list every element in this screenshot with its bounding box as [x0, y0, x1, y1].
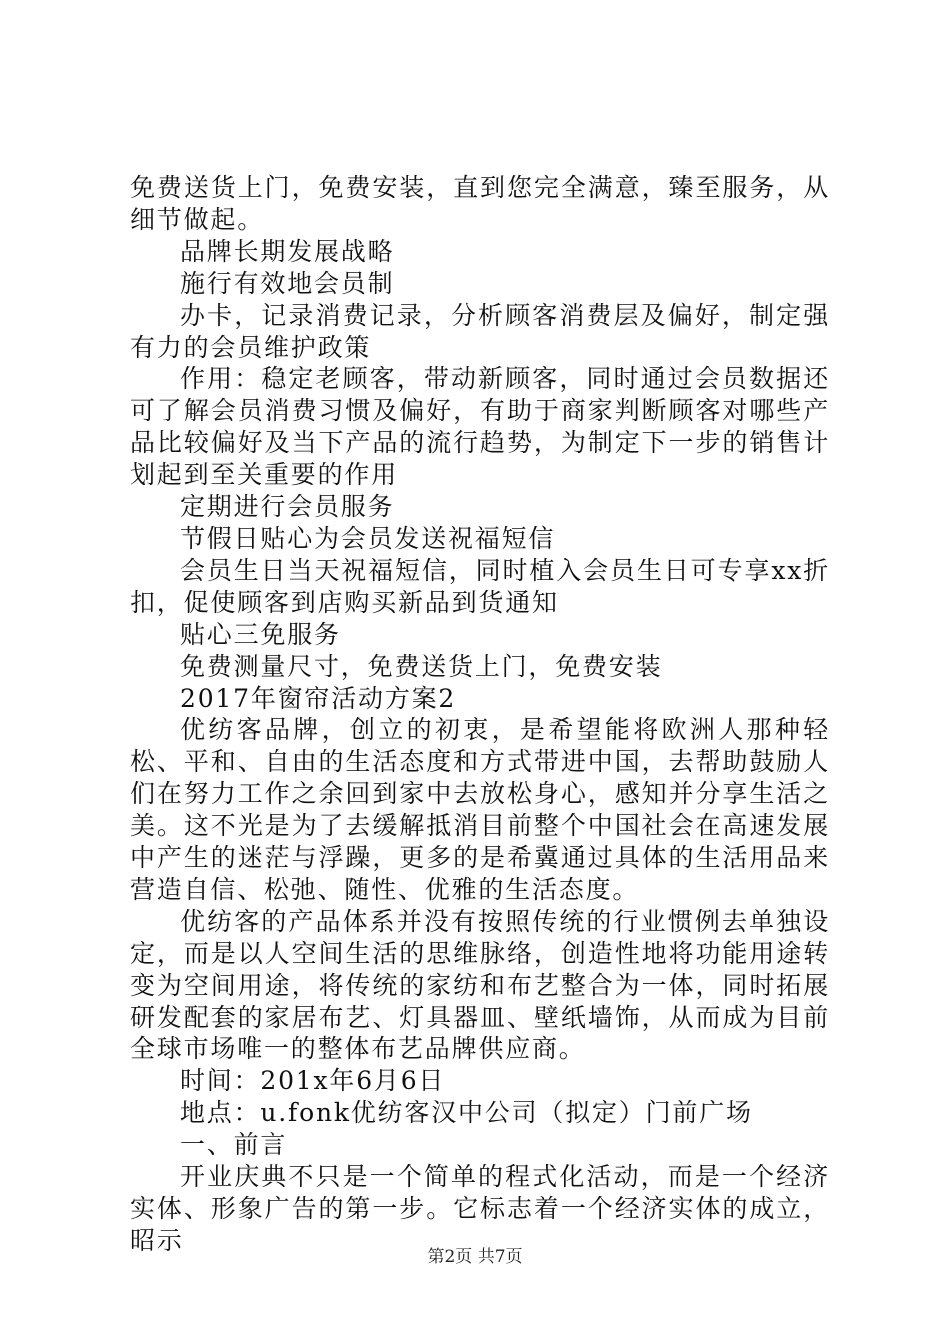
- paragraph-holiday-sms: 节假日贴心为会员发送祝福短信: [180, 523, 556, 553]
- paragraph-free-services: 免费测量尺寸，免费送货上门，免费安装: [180, 651, 663, 681]
- heading-preface: 一、前言: [180, 1130, 288, 1160]
- heading-brand-strategy: 品牌长期发展战略: [180, 236, 395, 266]
- heading-plan-2: 2017年窗帘活动方案2: [180, 683, 457, 713]
- heading-member-service: 定期进行会员服务: [180, 492, 395, 522]
- paragraph-event-time: 时间：201x年6月6日: [180, 1066, 446, 1096]
- paragraph-event-location: 地点：u.fonk优纺客汉中公司（拟定）门前广场: [180, 1098, 753, 1128]
- page-number-footer: 第2页 共7页: [427, 1247, 523, 1267]
- heading-membership: 施行有效地会员制: [180, 268, 395, 298]
- paragraph-brand-origin: 优纺客品牌，创立的初衷，是希望能将欧洲人那种轻松、平和、自由的生活态度和方式带进中国，去帮助鼓励人们在努力工作之余回到家中去放松身心，感知并分享生活之美。这不光是为了去缓解抵消目前整个中国社会在高速发展中产生的迷茫与浮躁，更多的是希冀通过具体的生活用品来营造自信、松弛、随性、优雅的生活态度。: [130, 715, 830, 904]
- paragraph-continued-delivery: 免费送货上门，免费安装，直到您完全满意，臻至服务，从细节做起。: [130, 173, 830, 234]
- paragraph-membership-effect: 作用：稳定老顾客，带动新顾客，同时通过会员数据还可了解会员消费习惯及偏好，有助于商家判断顾客对哪些产品比较偏好及当下产品的流行趋势，为制定下一步的销售计划起到至关重要的作用: [130, 364, 830, 490]
- heading-three-free-services: 贴心三免服务: [180, 619, 341, 649]
- paragraph-membership-card: 办卡，记录消费记录，分析顾客消费层及偏好，制定强有力的会员维护政策: [130, 300, 830, 362]
- paragraph-opening-ceremony: 开业庆典不只是一个简单的程式化活动，而是一个经济实体、形象广告的第一步。它标志着一个经济实体的成立，昭示: [130, 1162, 830, 1255]
- paragraph-birthday-sms: 会员生日当天祝福短信，同时植入会员生日可专享xx折扣，促使顾客到店购买新品到货通知: [130, 555, 830, 617]
- paragraph-product-system: 优纺客的产品体系并没有按照传统的行业惯例去单独设定，而是以人空间生活的思维脉络，创造性地将功能用途转变为空间用途，将传统的家纺和布艺整合为一体，同时拓展研发配套的家居布艺、灯具器皿、壁纸墙饰，从而成为目前全球市场唯一的整体布艺品牌供应商。: [130, 906, 830, 1064]
- document-body: [130, 172, 830, 1257]
